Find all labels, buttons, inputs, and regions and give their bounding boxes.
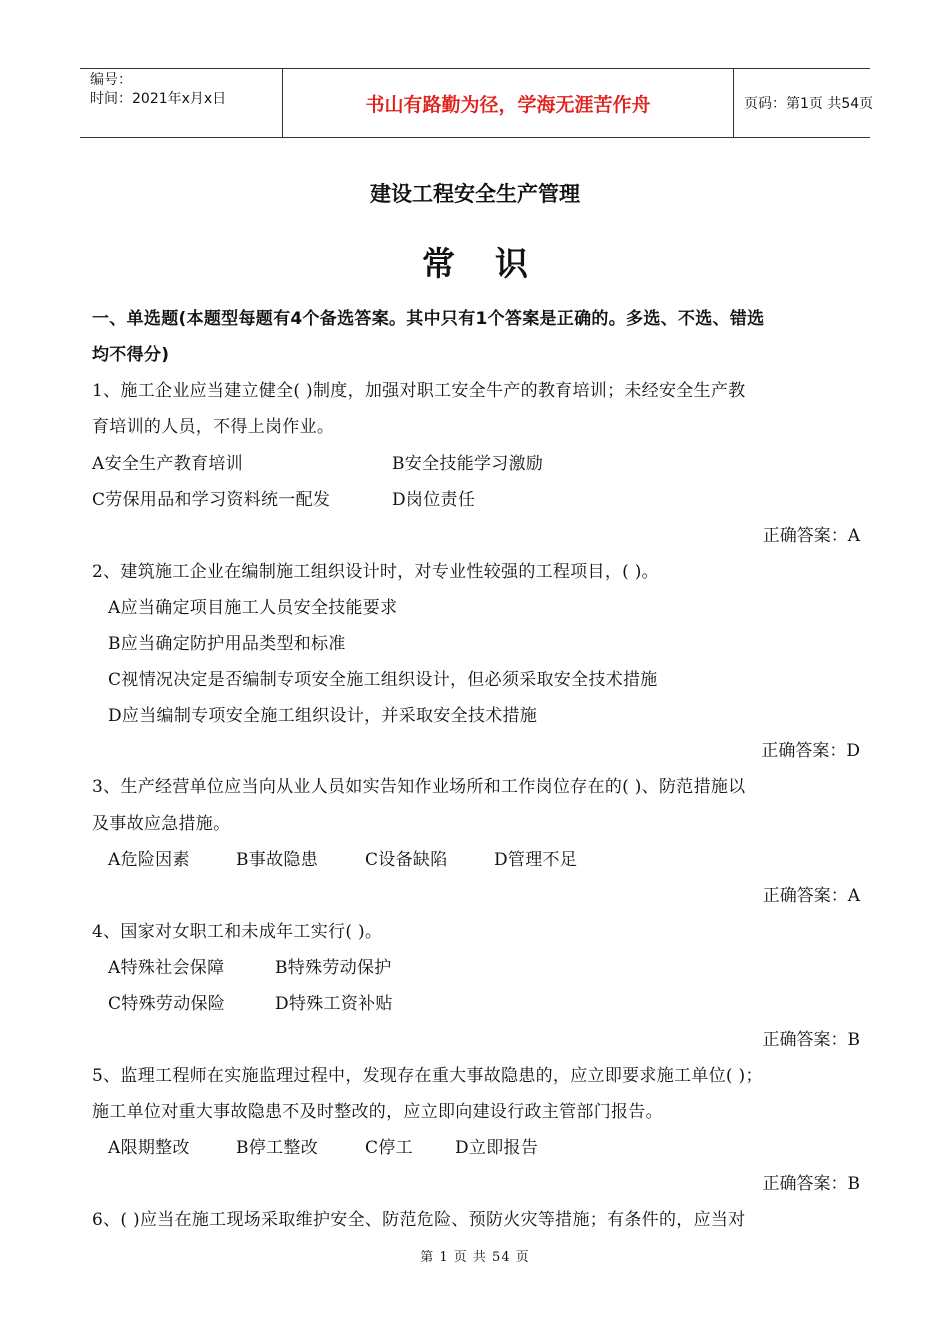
number-label: 编号： <box>90 72 132 88</box>
question-3-option-c: C设备缺陷 <box>365 850 448 870</box>
header-motto: 书山有路勤为径，学海无涯苦作舟 <box>282 69 734 137</box>
question-3-answer: 正确答案：A <box>762 886 860 906</box>
question-4-option-c: C特殊劳动保险 <box>108 994 226 1014</box>
question-5-option-c: C停工 <box>365 1138 413 1158</box>
question-5-stem-line1: 5、监理工程师在实施监理过程中，发现存在重大事故隐患的，应立即要求施工单位( )； <box>92 1066 763 1086</box>
question-4-option-b: B特殊劳动保护 <box>275 958 392 978</box>
question-1-option-d: D岗位责任 <box>392 490 476 510</box>
question-3-option-d: D管理不足 <box>494 850 578 870</box>
question-2-answer: 正确答案：D <box>761 741 860 761</box>
section-heading-line2: 均不得分) <box>92 345 170 365</box>
question-4-option-d: D特殊工资补贴 <box>275 994 393 1014</box>
question-5-answer: 正确答案：B <box>762 1174 860 1194</box>
question-5-option-d: D立即报告 <box>455 1138 539 1158</box>
question-3-option-b: B事故隐患 <box>236 850 318 870</box>
question-1-stem-line1: 1、施工企业应当建立健全( )制度，加强对职工安全牛产的教育培训；未经安全生产教 <box>92 381 746 401</box>
question-4-option-a: A特殊社会保障 <box>108 958 225 978</box>
question-1-option-c: C劳保用品和学习资料统一配发 <box>92 490 331 510</box>
question-5-option-b: B停工整改 <box>236 1138 318 1158</box>
question-3-option-a: A危险因素 <box>108 850 190 870</box>
question-2-option-a: A应当确定项目施工人员安全技能要求 <box>108 598 398 618</box>
question-2-option-d: D应当编制专项安全施工组织设计，并采取安全技术措施 <box>108 706 538 726</box>
document-header <box>80 68 874 138</box>
question-2-option-b: B应当确定防护用品类型和标准 <box>108 634 346 654</box>
question-4-answer: 正确答案：B <box>762 1030 860 1050</box>
question-5-stem-line2: 施工单位对重大事故隐患不及时整改的，应立即向建设行政主管部门报告。 <box>92 1102 663 1122</box>
question-2-option-c: C视情况决定是否编制专项安全施工组织设计，但必须采取安全技术措施 <box>108 670 658 690</box>
time-label: 时间：2021年x月x日 <box>90 91 227 107</box>
question-1-option-b: B安全技能学习激励 <box>392 454 544 474</box>
question-6-stem: 6、( )应当在施工现场采取维护安全、防范危险、预防火灾等措施；有条件的，应当对 <box>92 1210 746 1230</box>
question-1-option-a: A安全生产教育培训 <box>92 454 243 474</box>
header-meta <box>80 69 282 137</box>
document-title: 建设工程安全生产管理 <box>370 182 580 206</box>
question-1-answer: 正确答案：A <box>762 526 860 546</box>
header-page-info: 页码：第1页 共54页 <box>744 96 874 112</box>
question-4-stem: 4、国家对女职工和未成年工实行( )。 <box>92 922 383 942</box>
question-3-stem-line2: 及事故应急措施。 <box>92 814 231 834</box>
question-5-option-a: A限期整改 <box>108 1138 190 1158</box>
question-2-stem: 2、建筑施工企业在编制施工组织设计时，对专业性较强的工程项目，( )。 <box>92 562 659 582</box>
question-1-stem-line2: 育培训的人员，不得上岗作业。 <box>92 417 335 437</box>
page-footer: 第 1 页 共 54 页 <box>420 1250 530 1265</box>
document-subtitle: 常识 <box>422 244 568 283</box>
section-heading-line1: 一、单选题(本题型每题有4个备选答案。其中只有1个答案是正确的。多选、不选、错选 <box>92 309 765 329</box>
question-3-stem-line1: 3、生产经营单位应当向从业人员如实告知作业场所和工作岗位存在的( )、防范措施以 <box>92 777 746 797</box>
